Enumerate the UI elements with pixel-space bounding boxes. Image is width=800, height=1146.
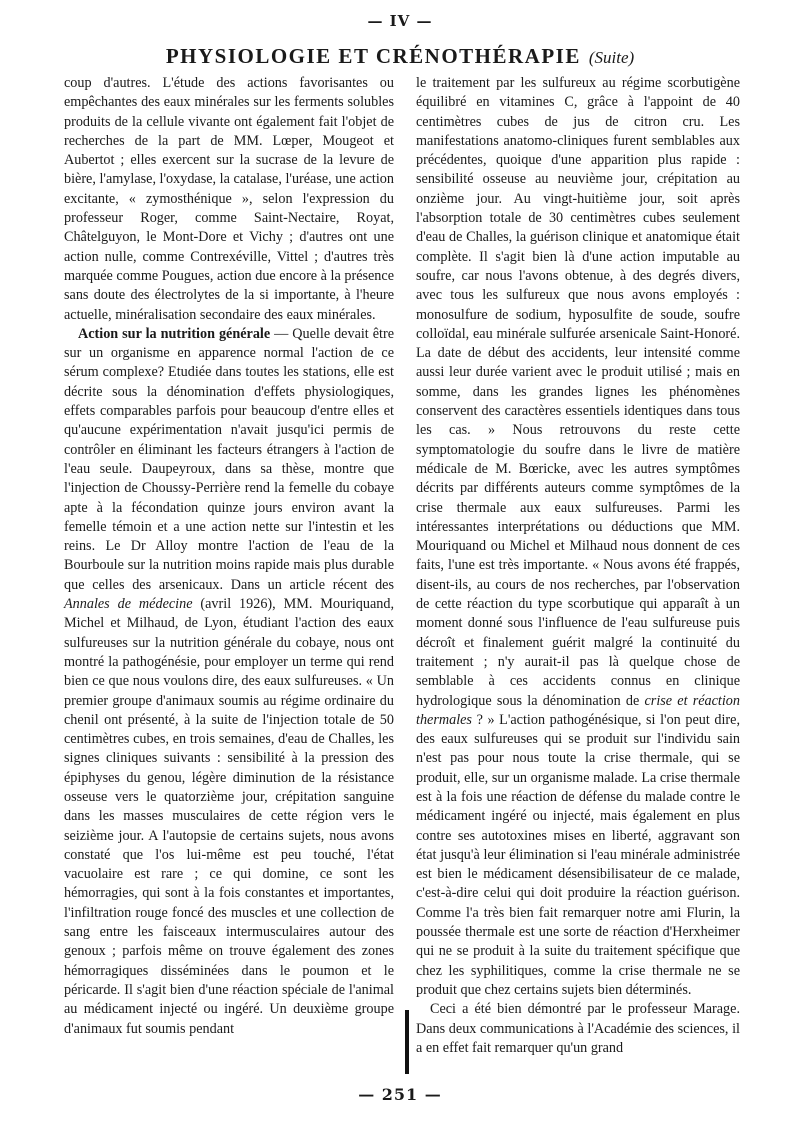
right-paragraph-2: Ceci a été bien démontré par le professeur Marage. Dans deux communications à l'Académie des sciences, il a en effet fait remarquer qu'un grand xyxy=(416,1001,740,1056)
page-number: — 251 — xyxy=(358,1085,442,1104)
crise-term: crise et réaction thermales xyxy=(416,692,740,728)
left-paragraph-1: coup d'autres. L'étude des actions favorisantes ou empêchantes des eaux minérales sur les ferments solubles produits de la cellule vivante ont également fait l'objet de recherches de la part de MM. Lœper, Mougeot et Aubertot ; elles exercent sur la sucrase de la levure de bière, l'amylase, l'oxydase, la catalase, l'uréase, une action excitante, « zymosthénique », selon l'expression du professeur Roger, comme Saint-Nectaire, Royat, Châtelguyon, le Mont-Dore et Vichy ; d'autres ont une action nulle, comme Contrexéville, Vittel ; d'autres très marquée comme Pougues, action due encore à la présence sans doute des électrolytes de la si importante, à l'heure actuelle, minéralisation secondaire des eaux minérales. xyxy=(64,75,394,323)
right-paragraph-1 xyxy=(416,74,740,1000)
section-number: — IV — xyxy=(367,12,433,30)
left-paragraph-2 xyxy=(64,325,394,1039)
right-paragraph-1-text-a: le traitement par les sulfureux au régime scorbutigène équilibré en vitamines C, grâce à l'appoint de 40 centimètres cubes de jus de citron cru. Les manifestations anatomo-cliniques furent semblables aux précédentes, quoique d'une apparition plus rapide : sensibilité osseuse au neuvième jour, crépitation au onzième jour. Au vingt-huitième jour, soit après l'absorption totale de 30 centimètres cubes seulement d'eau de Challes, la guérison clinique et anatomique était complète. Il s'agit bien là d'une action imputable au soufre, car nous l'avons obtenue, à des degrés divers, avec tous les sulfureux que nous avons employés : monosulfure de sodium, hyposulfite de soude, soufre colloïdal, eau minérale sulfurée arsenicale Saint-Honoré. La date de début des accidents, leur intensité comme aussi leur durée varient avec le produit utilisé ; mais en somme, dans les grandes lignes les phénomènes conservent des caractères essentiels identiques dans tous les cas. » Nous retrouvons du reste cette symptomatologie du soufre dans le livre de matière médicale de M. Bœricke, avec les autres symptômes décrits par différents auteurs comme symptômes de la crise thermale aux eaux sulfureuses. Parmi les intéressantes interprétations ou déductions que MM. Mouriquand ou Michel et Milhaud nous donnent de ces faits, l'une est très importante. « Nous avons été frappés, disent-ils, au cours de nos recherches, par l'observation de cette réaction du type scorbutique qui apparaît à un moment donné sous l'influence de l'eau sulfureuse puis décroît et finalement guérit malgré la continuité du traitement ; n'y aurait-il pas là quelque chose de semblable à ces accidents connus en clinique hydrologique sous la dénomination de xyxy=(416,75,740,709)
right-column xyxy=(416,74,740,1058)
journal-title: Annales de médecine xyxy=(64,596,193,613)
running-head-title: PHYSIOLOGIE ET CRÉNOTHÉRAPIE xyxy=(165,44,581,68)
right-paragraph-1-text-b: ? » L'action pathogénésique, si l'on peut dire, des eaux sulfureuses qui se produit sur l'individu sain n'est pas pour nous toute la crise thermale, qui se produit, elle, sur un organisme malade. La crise thermale est à la fois une réaction de défense du malade contre le médicament ingéré ou injecté, mais également en plus contre ses autotoxines mises en liberté, aggravant son état jusqu'à leur élimination si l'eau minérale administrée est bien le médicament désensibilisateur de ce malade, c'est-à-dire celui qui doit produire la réaction guérison. Comme l'a très bien fait remarquer notre ami Flurin, la poussée thermale est une sorte de réaction d'Herxheimer qui ne se produit à la suite du traitement spécifique que chez les syphilitiques, comme la crise thermale ne se produit que chez certains sujets bien déterminés. xyxy=(416,711,740,998)
running-head xyxy=(0,44,800,69)
left-paragraph-2-text-a: — Quelle devait être sur un organisme en apparence normal l'action de ce sérum complexe? Etudiée dans toutes les stations, elle est décrite sous la dénomination d'effets physiologiques, effets comparables parfois pour beaucoup d'entre elles et qu'aucune expérimentation n'avait jusqu'ici permis de contrôler en éliminant les facteurs étrangers à l'action de l'eau seule. Daupeyroux, dans sa thèse, montre que l'injection de Choussy-Perrière rend la femelle du cobaye apte à la fécondation quinze jours environ avant la femelle témoin et a une action nette sur l'intestin et les reins. Le Dr Alloy montre l'action de l'eau de la Bourboule sur la nutrition moins rapide mais plus durable que celles des arsenicaux. Dans un article récent des xyxy=(64,325,394,593)
section-heading-nutrition: Action sur la nutrition générale xyxy=(78,325,271,342)
left-paragraph-2-text-b: (avril 1926), MM. Mouriquand, Michel et Milhaud, de Lyon, étudiant l'action des eaux sulfureuses sur la nutrition générale du cobaye, nous ont montré la pathogénésie, pour employer un terme qui rend bien ce que nous voulons dire, des eaux sulfureuses. « Un premier groupe d'animaux soumis au régime ordinaire du chenil ont présenté, à la suite de l'injection totale de 50 centimètres cubes, en trois semaines, d'eau de Challes, les signes cliniques suivants : sensibilité à la pression des épiphyses du genou, légère diminution de la résistance osseuse vers le quatorzième jour, crépitation sanguine dans les masses musculaires de cette région vers le seizième jour. A l'autopsie de certains sujets, nous avons constaté que l'os lui-même est peu touché, l'état vacuolaire est rare ; ce qui domine, ce sont les hémorragies, qui sont à la fois constantes et importantes, l'infiltration rouge foncé des muscles et une collection de sang entre les faisceaux intermusculaires autour des genoux ; parfois même on trouve également des zones hémorragiques disséminées dans le poumon et le péricarde. Il s'agit bien d'une réaction spéciale de l'animal au médicament injecté ou ingéré. Un deuxième groupe d'animaux fut soumis pendant xyxy=(64,596,394,1037)
running-head-suite: (Suite) xyxy=(588,48,635,67)
margin-bar xyxy=(405,1010,409,1074)
left-column xyxy=(64,74,394,1039)
